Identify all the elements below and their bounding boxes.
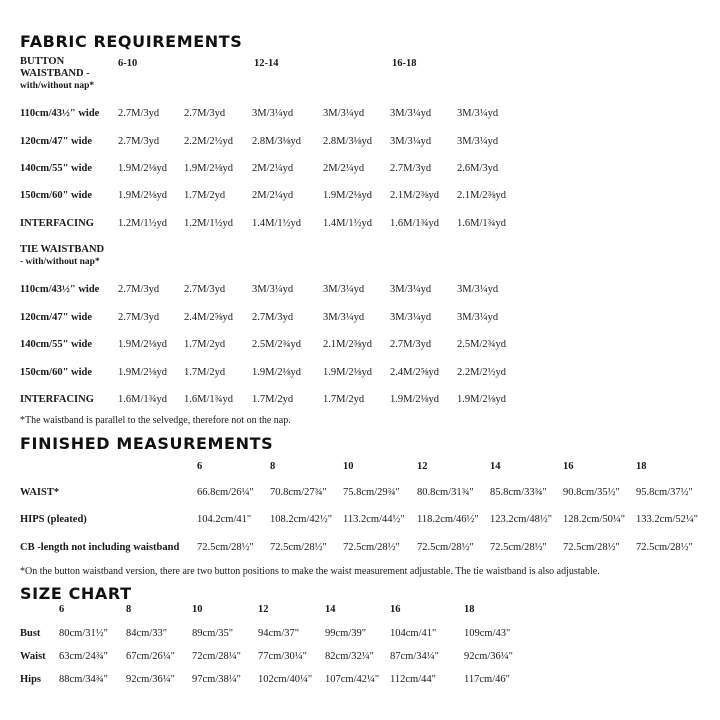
table-cell: 1.6M/1¾yd (390, 218, 440, 229)
fabric-requirements-title: FABRIC REQUIREMENTS (20, 32, 243, 51)
table-cell: 2.7M/3yd (118, 108, 160, 119)
table-cell: 97cm/38¼" (192, 674, 241, 685)
table-cell: 92cm/36¼" (126, 674, 175, 685)
table-cell: 112cm/44" (390, 674, 436, 685)
table-cell: 82cm/32¼" (325, 651, 374, 662)
button-waistband-line2: WAISTBAND - (20, 68, 90, 79)
row-label: Hips (20, 674, 42, 685)
table-cell: 2.7M/3yd (390, 339, 432, 350)
row-label: WAIST* (20, 487, 60, 498)
fabric-size-header: 16-18 (392, 58, 417, 69)
size-header: 12 (417, 461, 428, 472)
table-cell: 3M/3¼yd (323, 312, 365, 323)
table-cell: 3M/3¼yd (390, 312, 432, 323)
tie-waistband-line1: TIE WAISTBAND (20, 244, 105, 255)
table-cell: 2.7M/3yd (118, 312, 160, 323)
table-cell: 104.2cm/41" (197, 514, 252, 525)
table-cell: 3M/3¼yd (323, 108, 365, 119)
table-cell: 2.1M/2⅜yd (390, 190, 440, 201)
table-cell: 63cm/24¾" (59, 651, 108, 662)
table-cell: 2M/2¼yd (252, 190, 294, 201)
table-cell: 3M/3¼yd (390, 108, 432, 119)
row-label: 140cm/55" wide (20, 339, 93, 350)
table-cell: 1.7M/2yd (184, 190, 226, 201)
table-cell: 87cm/34¼" (390, 651, 439, 662)
table-cell: 2.8M/3⅛yd (252, 136, 302, 147)
table-cell: 99cm/39" (325, 628, 367, 639)
table-cell: 1.7M/2yd (184, 339, 226, 350)
table-cell: 133.2cm/52¼" (636, 514, 699, 525)
row-label: 110cm/43½" wide (20, 108, 100, 119)
table-cell: 2.1M/2⅜yd (457, 190, 507, 201)
table-cell: 2.7M/3yd (118, 136, 160, 147)
row-label: Waist (20, 651, 46, 662)
fabric-size-header: 12-14 (254, 58, 279, 69)
size-header: 14 (325, 604, 336, 615)
table-cell: 1.9M/2⅛yd (118, 163, 168, 174)
table-cell: 1.4M/1½yd (252, 218, 302, 229)
row-label: 120cm/47" wide (20, 312, 93, 323)
table-cell: 3M/3¼yd (323, 284, 365, 295)
table-cell: 80cm/31½" (59, 628, 108, 639)
row-label: CB -length not including waistband (20, 542, 180, 553)
table-cell: 1.2M/1½yd (118, 218, 168, 229)
table-cell: 66.8cm/26¼" (197, 487, 254, 498)
table-cell: 2.1M/2⅜yd (323, 339, 373, 350)
table-cell: 3M/3¼yd (457, 108, 499, 119)
size-header: 6 (197, 461, 203, 472)
table-cell: 89cm/35" (192, 628, 234, 639)
table-cell: 113.2cm/44½" (343, 514, 405, 525)
table-cell: 1.9M/2⅛yd (457, 394, 507, 405)
table-cell: 1.9M/2⅛yd (184, 163, 234, 174)
table-cell: 80.8cm/31¾" (417, 487, 474, 498)
table-cell: 123.2cm/48½" (490, 514, 553, 525)
size-header: 8 (126, 604, 132, 615)
row-label: HIPS (pleated) (20, 514, 87, 525)
table-cell: 2.2M/2½yd (457, 367, 507, 378)
size-header: 10 (192, 604, 203, 615)
table-cell: 72.5cm/28½" (197, 542, 254, 553)
table-cell: 2.7M/3yd (390, 163, 432, 174)
table-cell: 70.8cm/27¾" (270, 487, 327, 498)
table-cell: 88cm/34¾" (59, 674, 108, 685)
table-cell: 1.9M/2⅛yd (323, 190, 373, 201)
table-cell: 2.7M/3yd (184, 108, 226, 119)
table-cell: 1.9M/2⅛yd (118, 190, 168, 201)
table-cell: 3M/3¼yd (390, 284, 432, 295)
row-label: INTERFACING (20, 218, 94, 229)
tie-waistband-line2: - with/without nap* (20, 257, 100, 267)
table-cell: 107cm/42¼" (325, 674, 380, 685)
button-waistband-line3: with/without nap* (20, 81, 95, 91)
row-label: 140cm/55" wide (20, 163, 93, 174)
table-cell: 2.6M/3yd (457, 163, 499, 174)
table-cell: 3M/3¼yd (252, 284, 294, 295)
table-cell: 2.7M/3yd (252, 312, 294, 323)
fabric-footnote: *The waistband is parallel to the selvedge, therefore not on the nap. (20, 415, 291, 426)
table-cell: 104cm/41" (390, 628, 437, 639)
table-cell: 3M/3¼yd (390, 136, 432, 147)
table-cell: 1.7M/2yd (184, 367, 226, 378)
size-header: 16 (563, 461, 574, 472)
table-cell: 2M/2¼yd (252, 163, 294, 174)
table-cell: 72cm/28¼" (192, 651, 241, 662)
size-header: 10 (343, 461, 354, 472)
size-header: 8 (270, 461, 276, 472)
table-cell: 92cm/36¼" (464, 651, 513, 662)
table-cell: 1.6M/1¾yd (184, 394, 234, 405)
table-cell: 1.6M/1¾yd (457, 218, 507, 229)
row-label: 110cm/43½" wide (20, 284, 100, 295)
table-cell: 72.5cm/28½" (343, 542, 400, 553)
table-cell: 72.5cm/28½" (563, 542, 620, 553)
size-header: 18 (464, 604, 475, 615)
table-cell: 109cm/43" (464, 628, 511, 639)
table-cell: 3M/3¼yd (457, 312, 499, 323)
table-cell: 128.2cm/50¼" (563, 514, 626, 525)
table-cell: 1.6M/1¾yd (118, 394, 168, 405)
table-cell: 118.2cm/46½" (417, 514, 479, 525)
button-waistband-heading (20, 56, 94, 92)
finished-footnote: *On the button waistband version, there are two button positions to make the waist measurement adjustable. The tie waistband is also adjustable. (20, 566, 600, 577)
table-cell: 1.9M/2⅛yd (118, 339, 168, 350)
size-chart-title: SIZE CHART (20, 584, 132, 603)
table-cell: 84cm/33" (126, 628, 168, 639)
table-cell: 77cm/30¼" (258, 651, 307, 662)
table-cell: 2.4M/2⅝yd (390, 367, 440, 378)
table-cell: 72.5cm/28½" (490, 542, 547, 553)
table-cell: 2.5M/2¾yd (457, 339, 507, 350)
table-cell: 1.9M/2⅛yd (252, 367, 302, 378)
row-label: 120cm/47" wide (20, 136, 93, 147)
table-cell: 72.5cm/28½" (636, 542, 693, 553)
fabric-size-header: 6-10 (118, 58, 138, 69)
table-cell: 1.7M/2yd (323, 394, 365, 405)
table-cell: 1.9M/2⅛yd (118, 367, 168, 378)
finished-measurements-title: FINISHED MEASUREMENTS (20, 434, 274, 453)
table-cell: 2.8M/3⅛yd (323, 136, 373, 147)
table-cell: 117cm/46" (464, 674, 510, 685)
table-cell: 1.2M/1½yd (184, 218, 234, 229)
row-label: 150cm/60" wide (20, 367, 93, 378)
table-cell: 90.8cm/35½" (563, 487, 620, 498)
table-cell: 1.9M/2⅛yd (390, 394, 440, 405)
size-header: 12 (258, 604, 269, 615)
table-cell: 108.2cm/42½" (270, 514, 333, 525)
table-cell: 3M/3¼yd (457, 284, 499, 295)
tie-waistband-heading (20, 244, 104, 268)
size-header: 6 (59, 604, 65, 615)
table-cell: 3M/3¼yd (457, 136, 499, 147)
table-cell: 102cm/40¼" (258, 674, 313, 685)
table-cell: 2.2M/2½yd (184, 136, 234, 147)
table-cell: 1.7M/2yd (252, 394, 294, 405)
table-cell: 94cm/37" (258, 628, 300, 639)
button-waistband-line1: BUTTON (20, 56, 65, 67)
table-cell: 2.4M/2⅝yd (184, 312, 234, 323)
row-label: 150cm/60" wide (20, 190, 93, 201)
row-label: Bust (20, 628, 41, 639)
table-cell: 2.7M/3yd (118, 284, 160, 295)
table-cell: 1.9M/2⅛yd (323, 367, 373, 378)
table-cell: 95.8cm/37½" (636, 487, 693, 498)
table-cell: 75.8cm/29¾" (343, 487, 400, 498)
size-header: 16 (390, 604, 401, 615)
table-cell: 85.8cm/33¾" (490, 487, 547, 498)
table-cell: 72.5cm/28½" (417, 542, 474, 553)
table-cell: 2M/2¼yd (323, 163, 365, 174)
size-header: 18 (636, 461, 647, 472)
table-cell: 1.4M/1½yd (323, 218, 373, 229)
table-cell: 2.7M/3yd (184, 284, 226, 295)
table-cell: 2.5M/2¾yd (252, 339, 302, 350)
size-header: 14 (490, 461, 501, 472)
table-cell: 67cm/26¼" (126, 651, 175, 662)
row-label: INTERFACING (20, 394, 94, 405)
table-cell: 3M/3¼yd (252, 108, 294, 119)
table-cell: 72.5cm/28½" (270, 542, 327, 553)
